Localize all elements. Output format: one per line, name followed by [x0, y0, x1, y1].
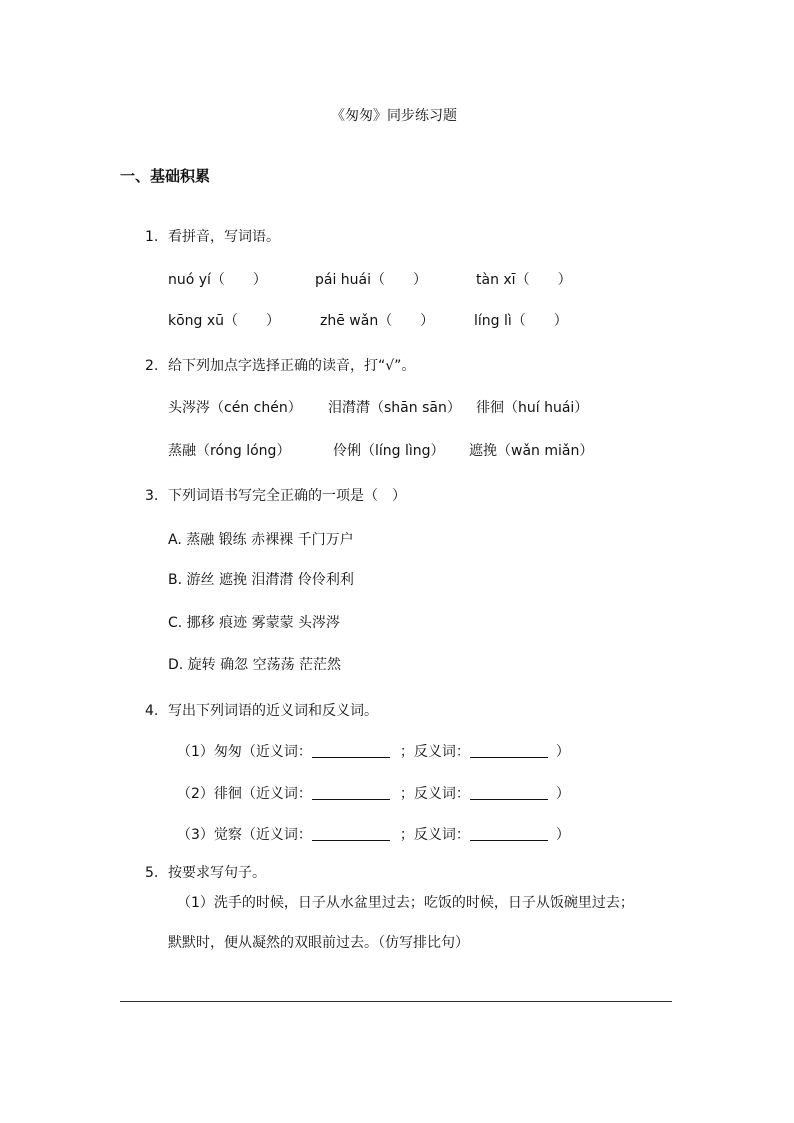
synonym-blank[interactable] — [312, 825, 390, 841]
prompt-line: （1）洗手的时候，日子从水盆里过去；吃饭的时候，日子从饭碗里过去； — [177, 895, 634, 911]
synonym-row — [177, 784, 570, 804]
question-number: 1. — [145, 229, 159, 245]
pinyin-item: tàn xī（ ） — [476, 272, 572, 288]
reading-item: 蒸融（róng lóng） — [168, 443, 291, 459]
row-mid: ；反义词： — [399, 786, 470, 802]
row-label: （1）匆匆（近义词： — [177, 744, 312, 760]
section-heading: 一、基础积累 — [120, 167, 211, 185]
antonym-blank[interactable] — [470, 742, 548, 758]
pinyin-item: líng lì（ ） — [474, 313, 568, 329]
row-label: （2）徘徊（近义词： — [177, 786, 312, 802]
question-stem: 写出下列词语的近义词和反义词。 — [168, 703, 378, 719]
synonym-row — [177, 742, 570, 762]
reading-item: 遮挽（wǎn miǎn） — [469, 443, 594, 459]
synonym-row — [177, 825, 570, 845]
pinyin-item: pái huái（ ） — [315, 272, 428, 288]
option-b: B. 游丝 遮挽 泪潸潸 伶伶利利 — [168, 572, 354, 588]
question-stem: 下列词语书写完全正确的一项是（ ） — [168, 488, 406, 504]
row-end: ） — [555, 786, 570, 802]
reading-item: 泪潸潸（shān sān） — [328, 400, 461, 416]
answer-line[interactable] — [120, 1001, 672, 1002]
synonym-blank[interactable] — [312, 784, 390, 800]
antonym-blank[interactable] — [470, 825, 548, 841]
reading-item: 头涔涔（cén chén） — [168, 400, 302, 416]
question-stem: 按要求写句子。 — [168, 865, 266, 881]
question-number: 2. — [145, 358, 159, 374]
synonym-blank[interactable] — [312, 742, 390, 758]
option-c: C. 挪移 痕迹 雾蒙蒙 头涔涔 — [168, 615, 341, 631]
pinyin-item: zhē wǎn（ ） — [320, 313, 435, 329]
antonym-blank[interactable] — [470, 784, 548, 800]
pinyin-item: nuó yí（ ） — [168, 272, 267, 288]
reading-item: 徘徊（huí huái） — [476, 400, 589, 416]
document-title: 《匆匆》同步练习题 — [331, 108, 457, 124]
question-stem: 给下列加点字选择正确的读音，打“√”。 — [168, 358, 416, 374]
pinyin-item: kōng xū（ ） — [168, 313, 281, 329]
row-end: ） — [555, 827, 570, 843]
question-number: 4. — [145, 703, 159, 719]
prompt-line: 默默时，便从凝然的双眼前过去。（仿写排比句） — [168, 935, 469, 951]
question-number: 3. — [145, 488, 159, 504]
reading-item: 伶俐（líng lìng） — [333, 443, 445, 459]
option-a: A. 蒸融 锻练 赤裸裸 千门万户 — [168, 532, 354, 548]
question-number: 5. — [145, 865, 159, 881]
row-label: （3）觉察（近义词： — [177, 827, 312, 843]
question-stem: 看拼音，写词语。 — [168, 229, 280, 245]
row-mid: ；反义词： — [399, 827, 470, 843]
option-d: D. 旋转 确忽 空荡荡 茫茫然 — [168, 657, 342, 673]
row-mid: ；反义词： — [399, 744, 470, 760]
row-end: ） — [555, 744, 570, 760]
